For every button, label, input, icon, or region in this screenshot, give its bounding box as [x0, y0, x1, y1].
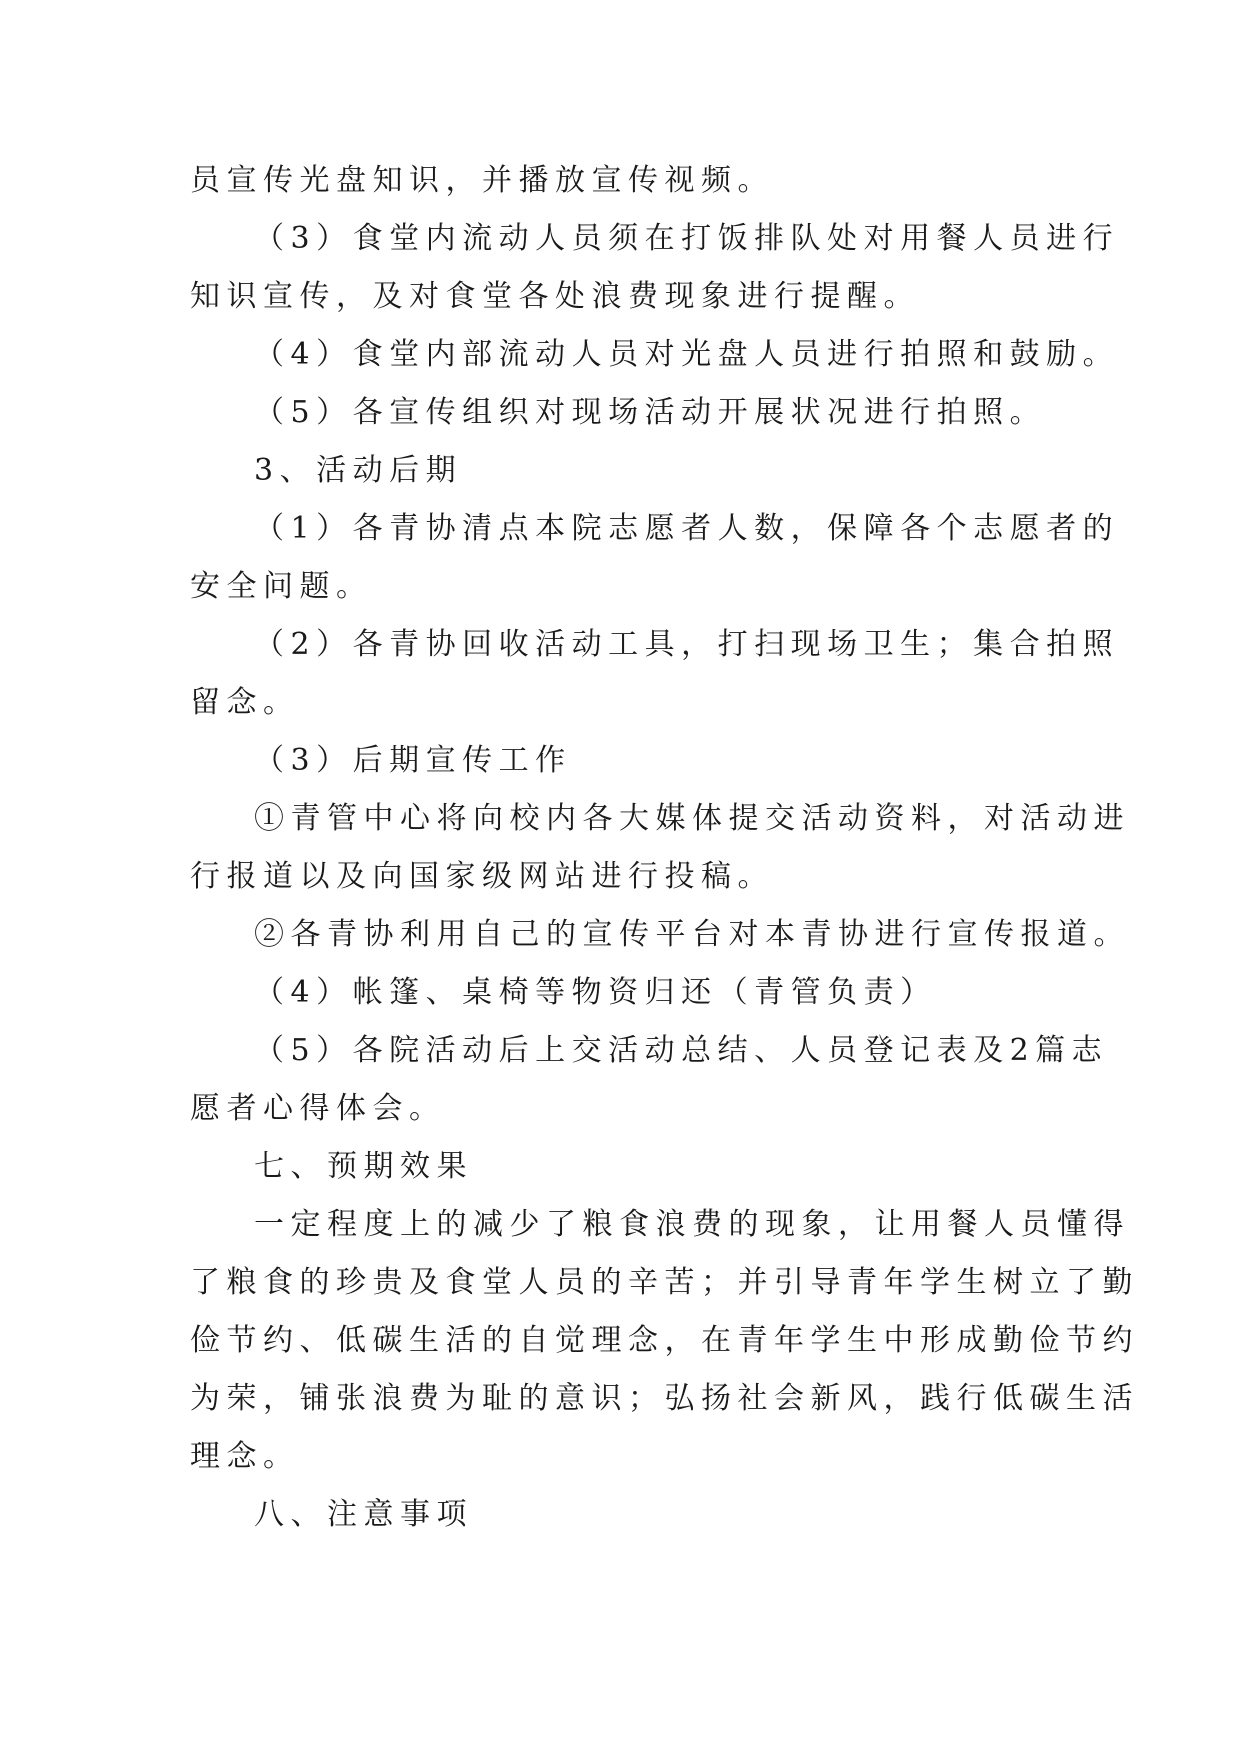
text-line: 留念。 [190, 685, 300, 720]
text-line: 一定程度上的减少了粮食浪费的现象，让用餐人员懂得 [254, 1207, 1130, 1242]
text-line: 俭节约、低碳生活的自觉理念，在青年学生中形成勤俭节约 [190, 1323, 1139, 1358]
section-heading: 3、活动后期 [254, 453, 463, 488]
text-line: 员宣传光盘知识，并播放宣传视频。 [190, 163, 774, 198]
text-line: 安全问题。 [190, 569, 373, 604]
section-heading: 八、注意事项 [254, 1497, 473, 1532]
text-line: 理念。 [190, 1439, 300, 1474]
text-line: （1）各青协清点本院志愿者人数，保障各个志愿者的 [254, 511, 1120, 546]
text-line: 为荣，铺张浪费为耻的意识；弘扬社会新风，践行低碳生活 [190, 1381, 1139, 1416]
section-heading: 七、预期效果 [254, 1149, 473, 1184]
text-line: （5）各宣传组织对现场活动开展状况进行拍照。 [254, 395, 1047, 430]
text-line: 了粮食的珍贵及食堂人员的辛苦；并引导青年学生树立了勤 [190, 1265, 1139, 1300]
text-line: （4）帐篷、桌椅等物资归还（青管负责） [254, 975, 937, 1010]
text-line: 知识宣传，及对食堂各处浪费现象进行提醒。 [190, 279, 920, 314]
text-line: ①青管中心将向校内各大媒体提交活动资料，对活动进 [254, 801, 1130, 836]
text-line: ②各青协利用自己的宣传平台对本青协进行宣传报道。 [254, 917, 1130, 952]
text-line: （4）食堂内部流动人员对光盘人员进行拍照和鼓励。 [254, 337, 1120, 372]
text-line: （3）后期宣传工作 [254, 743, 572, 778]
text-line: （3）食堂内流动人员须在打饭排队处对用餐人员进行 [254, 221, 1120, 256]
text-line: （2）各青协回收活动工具，打扫现场卫生；集合拍照 [254, 627, 1120, 662]
text-line: （5）各院活动后上交活动总结、人员登记表及2篇志 [254, 1033, 1109, 1068]
document-body [190, 152, 1139, 1544]
text-line: 愿者心得体会。 [190, 1091, 446, 1126]
text-line: 行报道以及向国家级网站进行投稿。 [190, 859, 774, 894]
